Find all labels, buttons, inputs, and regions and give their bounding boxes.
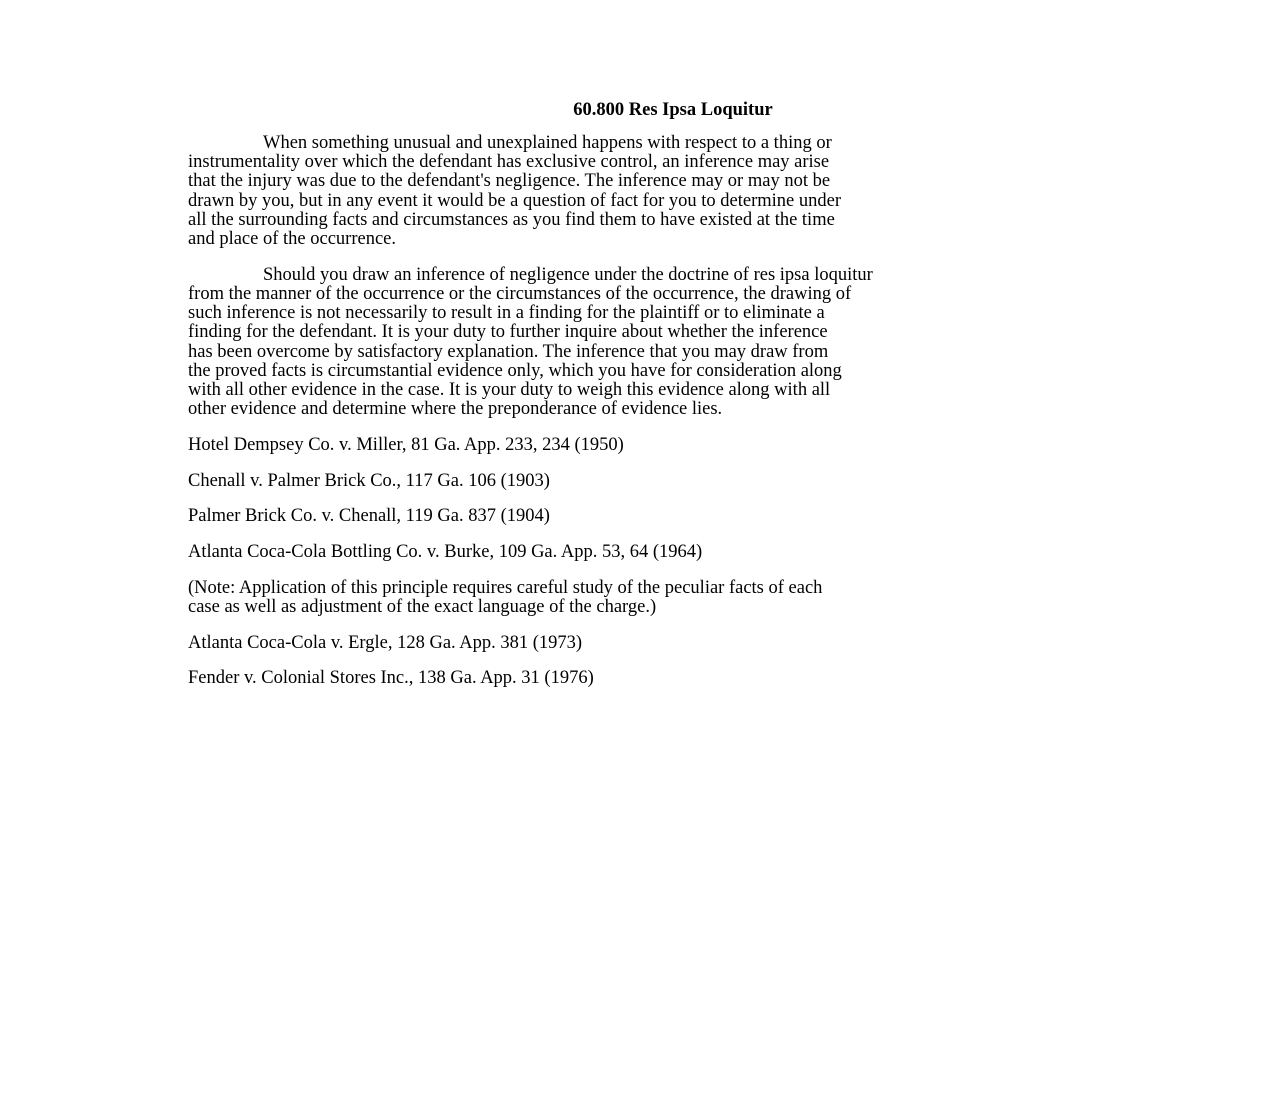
citation: Atlanta Coca-Cola Bottling Co. v. Burke, 109 Ga. App. 53, 64 (1964): [188, 541, 703, 562]
citation: Hotel Dempsey Co. v. Miller, 81 Ga. App. 233, 234 (1950): [188, 434, 624, 455]
paragraph-line: such inference is not necessarily to result in a finding for the plaintiff or to eliminate a: [188, 303, 825, 324]
paragraph-line: other evidence and determine where the preponderance of evidence lies.: [188, 399, 723, 420]
citation: Fender v. Colonial Stores Inc., 138 Ga. App. 31 (1976): [188, 668, 594, 689]
document-title: 60.800 Res Ipsa Loquitur: [573, 100, 773, 120]
note-line: case as well as adjustment of the exact language of the charge.): [188, 596, 657, 617]
paragraph-line: finding for the defendant. It is your duty to further inquire about whether the inference: [188, 322, 828, 343]
paragraph-line: that the injury was due to the defendant's negligence. The inference may or may not be: [188, 171, 831, 192]
paragraph-line: has been overcome by satisfactory explanation. The inference that you may draw from: [188, 341, 829, 362]
citation: Atlanta Coca-Cola v. Ergle, 128 Ga. App. 381 (1973): [188, 632, 583, 653]
document-page: [188, 98, 1098, 705]
paragraph-line: all the surrounding facts and circumstances as you find them to have existed at the time: [188, 209, 835, 230]
note-line: (Note: Application of this principle requires careful study of the peculiar facts of each: [188, 577, 823, 598]
paragraph-line: and place of the occurrence.: [188, 229, 396, 250]
paragraph-2: [188, 266, 1098, 420]
paragraph-line: from the manner of the occurrence or the circumstances of the occurrence, the drawing of: [188, 283, 852, 304]
citation: Palmer Brick Co. v. Chenall, 119 Ga. 837 (1904): [188, 506, 550, 527]
paragraph-line: the proved facts is circumstantial evidence only, which you have for consideration along: [188, 360, 842, 381]
paragraph-line: When something unusual and unexplained happens with respect to a thing or: [263, 133, 832, 153]
note: [188, 579, 1098, 617]
paragraph-line: with all other evidence in the case. It is your duty to weigh this evidence along with all: [188, 379, 831, 400]
citation: Chenall v. Palmer Brick Co., 117 Ga. 106 (1903): [188, 470, 550, 491]
paragraph-line: instrumentality over which the defendant has exclusive control, an inference may arise: [188, 152, 830, 173]
paragraph-line: drawn by you, but in any event it would be a question of fact for you to determine under: [188, 190, 841, 211]
paragraph-line: Should you draw an inference of negligence under the doctrine of res ipsa loquitur: [263, 264, 873, 285]
paragraph-1: [188, 134, 1098, 249]
